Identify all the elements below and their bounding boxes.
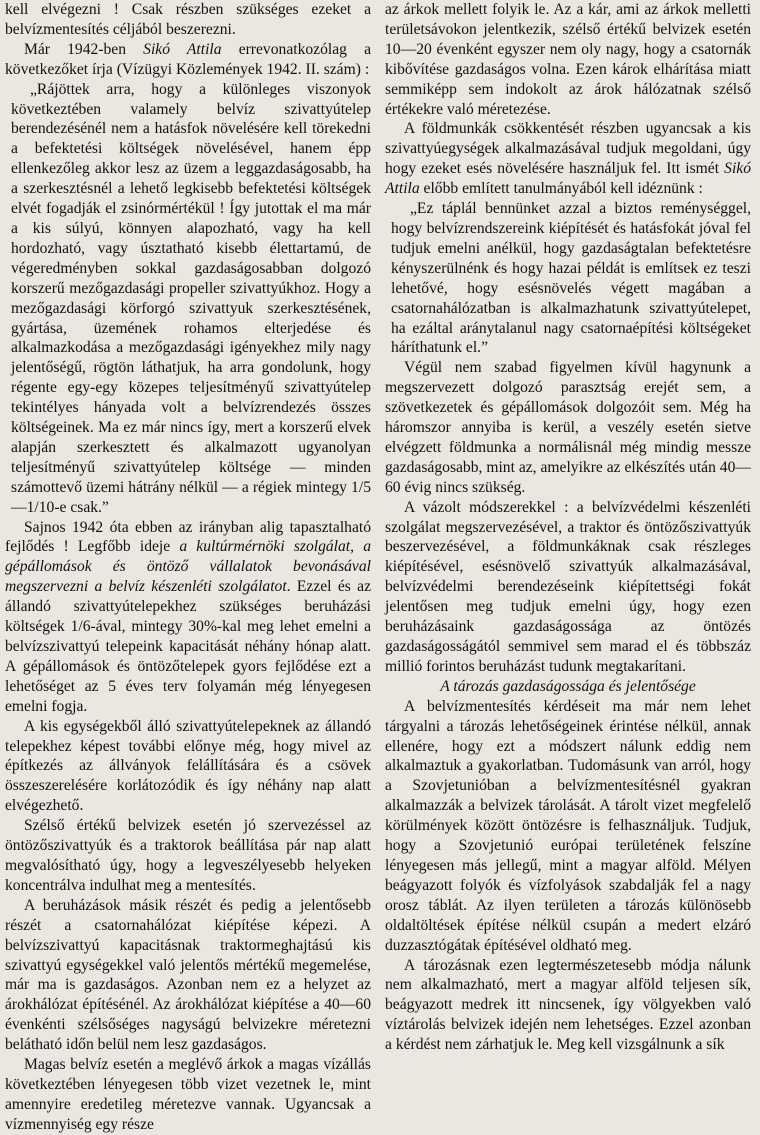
paragraph: A kis egységekből álló szivattyútelepeknek az állandó telepekhez képest további előnye még, hogy mivel az építkezés az állványok felállítására és a csövek összeszerelésére korlátozódik és így néhány nap alatt elvégezhető. xyxy=(5,717,371,815)
paragraph: Már 1942-ben Sikó Attila errevonatkozólag a következőket írja (Vízügyi Közlemények 1942. II. szám) : xyxy=(5,40,371,78)
paragraph: kell elvégezni ! Csak részben szükséges ezeket a belvízmentesítés céljából beszerezni. xyxy=(5,1,371,38)
paragraph: A beruházások másik részét és pedig a jelentősebb részét a csatornahálózat kiépítése képezi. A belvízszivattyú kapacitásnak traktormeghajtású kis szivattyú egységekkel való jelentős mértékű megemelése, már ma is gazdaságos. Azonban nem ez a helyzet az árokhálózat építésénél. Az árokhálózat kiépítése a 40—60 évenkénti szélsőséges nagyságú belvizekre méretezni belátható időn belül nem lesz gazdaságos. xyxy=(5,896,371,1054)
section-heading: A tározás gazdaságossága és jelentősége xyxy=(440,677,696,695)
italic-text: Sikó Attila xyxy=(143,40,222,58)
paragraph: A tározásnak ezen legtermészetesebb módja nálunk nem alkalmazható, mert a magyar alföld teljesen sík, beágyazott medrek itt nincsenek, így völgyekben való víztárolás belvizek idején nem lehetséges. Ezzel azonban a kérdést nem zárhatjuk le. Meg kell vizsgálnunk a sík xyxy=(385,956,751,1054)
paragraph: A belvízmentesítés kérdéseit ma már nem lehet tárgyalni a tározás lehetőségeinek érintése nélkül, annak ellenére, hogy ezt a módszert nálunk eddig nem alkalmaztuk a gyakorlatban. Tudomásunk van arról, hogy a Szovjetunióban a belvízmentesítésnél gyakran alkalmazzák a belvizek tárolását. A tárolt vizet megfelelő körülmények között öntözésre is felhasználjuk. Tudjuk, hogy a Szovjetunió európai területének felszíne lényegesen más jellegű, mint a magyar alföld. Mélyen beágyazott folyók és vízfolyások szabdalják fel a nagy orosz táblát. Az ilyen területen a tározás különösebb oldaltöltések építése nélkül csupán a medert elzáró duzzasztógátak építésével oldható meg. xyxy=(385,697,751,954)
paragraph: Szélső értékű belvizek esetén jó szervezéssel az öntözőszivattyúk és a traktorok beállítása pár nap alatt megvalósítható úgy, hogy a legveszélyesebb helyeken koncentrálva indulhat meg a mentesítés. xyxy=(5,817,371,894)
quotation-paragraph: „Rájöttek arra, hogy a különleges viszonyok következtében valamely belvíz szivattyútelep berendezésénél nem a hatásfok növelésére kell törekedni a befektetési költségek növelésével, hanem épp ellenkezőleg akkor lesz az üzem a leggazdaságosabb, ha a szerkesztésnél a lehető legkisebb befektetési költségek elvét fogadják el zsinórmértékül ! Így jutottak el ma már a kis súlyú, könnyen alapozható, vagy ha kell hordozható, vagy úsztatható kisebb élettartamú, de végeredményben sokkal gazdaságosabban dolgozó korszerű mezőgazdasági propeller szivattyúkhoz. Hogy a mezőgazdasági körforgó szivattyuk szerkesztésének, gyártása, üzemének rohamos elterjedése és alkalmazkodása a mezőgazdasági igényekhez mily nagy jelentőségű, rögtön láthatjuk, ha arra gondolunk, hogy régente egy-egy közepes teljesítményű szivattyútelep tekintélyes hányada volt a belvízrendezés összes költségeinek. Ma ez már nincs így, mert a korszerű elvek alapján szerkesztett és alkalmazott ugyanolyan teljesítményű szivattyútelep költsége — minden számottevő üzemi hátrány nélkül — a régiek mintegy 1/5—1/10-e csak.” xyxy=(11,80,371,516)
italic-text: a kultúrmérnöki szolgálat, a gépállomások és öntöző vállalatok bevonásával megszervezni a belvíz készenléti szolgálatot xyxy=(5,538,371,596)
quotation-paragraph: „Ez táplál bennünket azzal a biztos reménységgel, hogy belvízrendszereink kiépítését és hatásfokát jóval fel tudjuk emelni anélkül, hogy gazdaságtalan befektetésre kényszerülnénk és hogy hazai példát is említsek ez teszi lehetővé, hogy esésnövelés végett magában a csatornahálózatban is alkalmazhatunk szivattyútelepet, ha ezáltal aránytalanul nagy csatornaépítési költségeket háríthatunk el.” xyxy=(391,200,751,357)
paragraph: Sajnos 1942 óta ebben az irányban alig tapasztalható fejlődés ! Legfőbb ideje a kultúrmérnöki szolgálat, a gépállomások és öntöző vállalatok bevonásával megszervezni a belvíz készenléti szolgálatot. Ezzel és az állandó szivattyútelepekhez szükséges beruházási költségek 1/6-ával, mintegy 30%-kal meg lehet emelni a belvízszivattyú telepeink kapacitását néhány hónap alatt. A gépállomások és öntözőtelepek gyors fejlődése ezt a lehetőséget az 5 éves terv folyamán még lényegesen emelni fogja. xyxy=(5,518,371,715)
paragraph: A vázolt módszerekkel : a belvízvédelmi készenléti szolgálat megszervezésével, a traktor és öntözőszivattyúk beszervezésével, a földmunkáknak csak részleges kiépítésével, esésnövelő szivattyúk alkalmazásával, belvízvédelmi berendezéseink kiépítettségi fokát jelentősen meg tudjuk emelni úgy, hogy ezen beruházásaink gazdaságossága az öntözés gazdaságosságától semmivel sem marad el és többszáz millió forintos beruházást tudunk megtakarítani. xyxy=(385,498,751,675)
paragraph: az árkok mellett folyik le. Az a kár, ami az árkok melletti területsávokon jelentkezik, szélső értékű belvizek esetén 10—20 évenként egyszer nem oly nagy, hogy a csatornák kibővítése gazdaságos volna. Ezen károk elhárítása miatt semmiképp sem indokolt az árok hálózatnak szélső értékekre való méretezése. xyxy=(385,1,751,118)
italic-text: Sikó Attila xyxy=(385,160,751,198)
paragraph: Végül nem szabad figyelmen kívül hagynunk a megszervezett dolgozó parasztság erejét sem, a szövetkezetek és gépállomások dolgozóit sem. Még ha háromszor annyiba is kerül, a veszély esetén sietve elvégzett földmunka a normálisnál még mindig messze gazdaságosabb, mint az, amelyikre az elkészítés után 40—60 évig nincs szükség. xyxy=(385,359,751,496)
left-column xyxy=(5,0,371,1133)
right-column xyxy=(385,0,751,1087)
paragraph: Magas belvíz esetén a meglévő árkok a magas vízállás következtében lényegesen több vizet vezetnek le, mint amennyire eredetileg méretezve vannak. Ugyancsak a vízmennyiség egy része xyxy=(5,1056,371,1133)
paragraph: A földmunkák csökkentését részben ugyancsak a kis szivattyúegységek alkalmazásával tudjuk megoldani, úgy hogy ezeket esés növelésére használjuk fel. Itt ismét Sikó Attila előbb említett tanulmányából kell idéznünk : xyxy=(385,120,751,198)
